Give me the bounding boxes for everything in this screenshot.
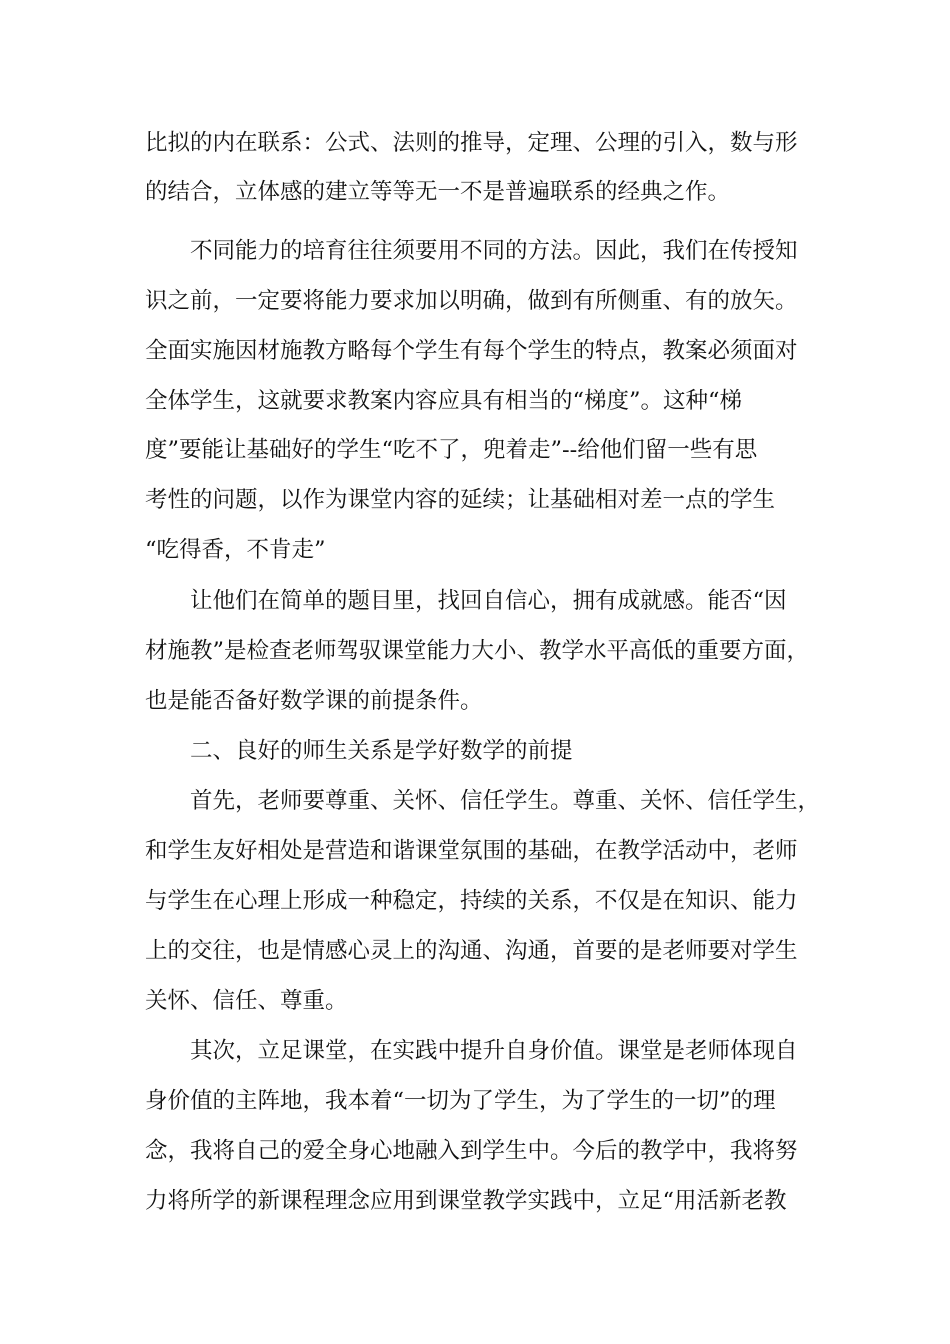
text-line: 上的交往，也是情感心灵上的沟通、沟通，首要的是老师要对学生 xyxy=(145,938,798,964)
text-line: 和学生友好相处是营造和谐课堂氛围的基础，在教学活动中，老师 xyxy=(145,838,798,864)
text-line: 与学生在心理上形成一种稳定，持续的关系，不仅是在知识、能力 xyxy=(145,888,798,914)
text-line: 度”要能让基础好的学生“吃不了，兜着走”--给他们留一些有思 xyxy=(145,437,758,463)
text-line: 念，我将自己的爱全身心地融入到学生中。今后的教学中，我将努 xyxy=(145,1138,798,1164)
text-line: 比拟的内在联系：公式、法则的推导，定理、公理的引入，数与形 xyxy=(145,130,798,156)
text-line: 身价值的主阵地，我本着“一切为了学生，为了学生的一切”的理 xyxy=(145,1088,776,1114)
text-line: 力将所学的新课程理念应用到课堂教学实践中，立足“用活新老教 xyxy=(145,1188,787,1214)
text-line: 关怀、信任、尊重。 xyxy=(145,988,348,1014)
text-line: 全面实施因材施教方略每个学生有每个学生的特点，教案必须面对 xyxy=(145,338,798,364)
text-line: 的结合，立体感的建立等等无一不是普遍联系的经典之作。 xyxy=(145,179,731,205)
text-line: 识之前，一定要将能力要求加以明确，做到有所侧重、有的放矢。 xyxy=(145,288,798,314)
paragraph-start-line: 让他们在简单的题目里，找回自信心，拥有成就感。能否“因 xyxy=(190,588,787,614)
paragraph-start-line: 其次，立足课堂，在实践中提升自身价值。课堂是老师体现自 xyxy=(190,1038,798,1064)
text-line: 全体学生，这就要求教案内容应具有相当的“梯度”。这种“梯 xyxy=(145,388,743,414)
paragraph-start-line: 首先，老师要尊重、关怀、信任学生。尊重、关怀、信任学生， xyxy=(190,788,821,814)
paragraph-start-line: 不同能力的培育往往须要用不同的方法。因此，我们在传授知 xyxy=(190,238,798,264)
section-heading: 二、良好的师生关系是学好数学的前提 xyxy=(190,738,573,764)
text-line: 考性的问题，以作为课堂内容的延续；让基础相对差一点的学生 xyxy=(145,487,776,513)
text-line: 材施教”是检查老师驾驭课堂能力大小、教学水平高低的重要方面， xyxy=(145,638,810,664)
text-line: “吃得香，不肯走” xyxy=(145,537,326,563)
text-line: 也是能否备好数学课的前提条件。 xyxy=(145,688,483,714)
